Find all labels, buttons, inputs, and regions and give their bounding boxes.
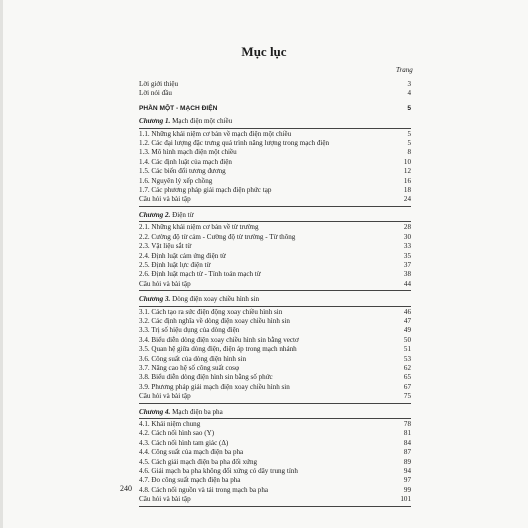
toc-entry-page: 97 <box>403 476 411 485</box>
toc-chapter-heading <box>139 117 411 126</box>
toc-entry-label <box>139 295 259 304</box>
toc-entry-page: 99 <box>403 485 411 494</box>
toc-entry-label: 2.1. Những khái niệm cơ bản về từ trường <box>139 223 259 232</box>
toc-entry-label: 2.5. Định luật lực điện từ <box>139 260 211 269</box>
toc-entry <box>139 448 411 457</box>
toc-entry-label: 3.4. Biểu diễn dòng điện xoay chiều hình sin bằng vectơ <box>139 335 299 344</box>
toc-entry-label: 4.3. Cách nối hình tam giác (Δ) <box>139 438 229 447</box>
toc-entry-label: 1.6. Nguyên lý xếp chồng <box>139 176 213 185</box>
toc-entry <box>139 252 411 261</box>
toc-entry-page: 51 <box>403 345 411 354</box>
toc-chapter-heading <box>139 408 411 417</box>
toc-entry-page: 18 <box>403 186 411 195</box>
toc-entry-page: 89 <box>403 457 411 466</box>
toc-entry-label: 3.6. Công suất của dòng điện hình sin <box>139 354 246 363</box>
toc-entry <box>139 383 411 392</box>
divider-rule <box>139 128 411 129</box>
toc-body <box>139 80 411 507</box>
toc-entry-label: PHẦN MỘT - MẠCH ĐIỆN <box>139 104 218 112</box>
toc-entry <box>139 317 411 326</box>
toc-entry-label: 1.3. Mô hình mạch điện một chiều <box>139 148 237 157</box>
toc-entry-page: 37 <box>403 260 411 269</box>
toc-entry-label: 4.2. Cách nối hình sao (Y) <box>139 429 215 438</box>
toc-entry-page: 65 <box>403 373 411 382</box>
toc-entry <box>139 158 411 167</box>
toc-entry-page: 5 <box>407 104 411 112</box>
chapter-title: Điện từ <box>172 210 194 219</box>
toc-entry-page: 53 <box>403 354 411 363</box>
toc-entry-label: Câu hỏi và bài tập <box>139 392 191 401</box>
toc-entry-label: 2.3. Vật liệu sắt từ <box>139 242 192 251</box>
table-of-contents <box>139 76 411 508</box>
page-edge-shadow <box>0 0 3 528</box>
toc-entry-label: 4.7. Đo công suất mạch điện ba pha <box>139 476 241 485</box>
toc-entry-label: 3.2. Các định nghĩa về dòng điện xoay chiều hình sin <box>139 316 290 325</box>
toc-front-entry <box>139 80 411 89</box>
toc-entry-label: 4.8. Cách nối nguồn và tải trong mạch ba pha <box>139 485 269 494</box>
toc-entry-page: 5 <box>407 129 411 138</box>
toc-entry-label: 3.3. Trị số hiệu dụng của dòng điện <box>139 326 240 335</box>
divider-rule <box>139 306 411 307</box>
toc-entry <box>139 261 411 270</box>
chapter-number: Chương 3. <box>139 295 171 304</box>
toc-entry <box>139 336 411 345</box>
toc-entry-label: 1.7. Các phương pháp giải mạch điện phức tạp <box>139 186 272 195</box>
toc-entry <box>139 458 411 467</box>
toc-entry-label: 3.7. Nâng cao hệ số công suất cosφ <box>139 363 240 372</box>
divider-rule <box>139 403 411 404</box>
page-title: Mục lục <box>241 44 287 59</box>
toc-entry-page: 78 <box>403 420 411 428</box>
toc-entry <box>139 308 411 317</box>
divider-rule <box>139 506 411 507</box>
toc-entry-label: 3.5. Quan hệ giữa dòng điện, điện áp trong mạch nhánh <box>139 345 297 354</box>
toc-entry-page: 3 <box>407 80 411 88</box>
toc-entry-label: 4.1. Khái niệm chung <box>139 420 201 428</box>
toc-entry-page: 16 <box>403 176 411 185</box>
toc-entry-page: 75 <box>403 392 411 401</box>
toc-entry-page: 8 <box>407 148 411 157</box>
toc-entry-label <box>139 211 194 220</box>
toc-entry-label: 4.6. Giải mạch ba pha không đối xứng có dây trung tính <box>139 467 298 476</box>
toc-entry <box>139 233 411 242</box>
toc-entry-page: 12 <box>403 167 411 176</box>
toc-entry-label: Lời nói đầu <box>139 89 172 98</box>
toc-entry-page: 33 <box>403 242 411 251</box>
toc-entry <box>139 326 411 335</box>
toc-entry <box>139 242 411 251</box>
toc-entry <box>139 476 411 485</box>
toc-entry-label: 2.6. Định luật mạch từ - Tính toán mạch từ <box>139 270 261 279</box>
toc-entry <box>139 270 411 279</box>
toc-entry-page: 44 <box>403 279 411 288</box>
toc-entry <box>139 130 411 139</box>
toc-entry <box>139 345 411 354</box>
toc-front-entry <box>139 89 411 98</box>
toc-entry-label: Lời giới thiệu <box>139 80 179 88</box>
toc-entry-page: 101 <box>400 495 411 504</box>
toc-entry-label: 2.4. Định luật cảm ứng điện từ <box>139 251 226 260</box>
toc-entry-page: 87 <box>403 448 411 457</box>
toc-entry <box>139 467 411 476</box>
toc-entry <box>139 223 411 232</box>
toc-entry-page: 28 <box>403 223 411 232</box>
divider-rule <box>139 206 411 207</box>
toc-entry-label: 3.1. Cách tạo ra sức điện động xoay chiều hình sin <box>139 307 283 316</box>
toc-entry-label: 3.9. Phương pháp giải mạch điện xoay chiều hình sin <box>139 382 290 391</box>
toc-entry <box>139 186 411 195</box>
toc-entry-label: Câu hỏi và bài tập <box>139 495 191 504</box>
toc-entry-page: 46 <box>403 307 411 316</box>
toc-entry-page: 38 <box>403 270 411 279</box>
toc-entry-page: 62 <box>403 363 411 372</box>
toc-entry-label: Câu hỏi và bài tập <box>139 195 191 204</box>
page-column-label: Trang <box>396 66 413 74</box>
toc-entry-page: 49 <box>403 326 411 335</box>
toc-entry <box>139 420 411 429</box>
divider-rule <box>139 418 411 419</box>
toc-entry-page: 35 <box>403 251 411 260</box>
toc-entry-page: 5 <box>407 139 411 148</box>
toc-entry-label: 1.1. Những khái niệm cơ bản về mạch điện một chiều <box>139 129 292 138</box>
toc-entry <box>139 486 411 495</box>
toc-entry-label: 1.4. Các định luật của mạch điện <box>139 157 232 166</box>
toc-entry <box>139 177 411 186</box>
toc-entry-page: 10 <box>403 157 411 166</box>
toc-entry <box>139 373 411 382</box>
toc-entry-label: 4.5. Cách giải mạch điện ba pha đối xứng <box>139 457 258 466</box>
page-number: 240 <box>120 484 132 493</box>
toc-entry <box>139 148 411 157</box>
toc-entry <box>139 364 411 373</box>
toc-entry-label <box>139 117 232 126</box>
toc-entry-label: 3.8. Biểu diễn dòng điện hình sin bằng số phức <box>139 373 273 382</box>
toc-entry <box>139 392 411 401</box>
toc-chapter-heading <box>139 211 411 220</box>
toc-entry-label <box>139 408 223 417</box>
toc-entry <box>139 355 411 364</box>
toc-entry-page: 67 <box>403 382 411 391</box>
toc-chapter-heading <box>139 295 411 304</box>
toc-entry-page: 94 <box>403 467 411 476</box>
toc-entry-label: 1.2. Các đại lượng đặc trưng quá trình năng lượng trong mạch điện <box>139 139 330 148</box>
chapter-number: Chương 1. <box>139 117 171 126</box>
toc-entry-page: 81 <box>403 429 411 438</box>
toc-entry <box>139 167 411 176</box>
toc-entry-page: 4 <box>407 89 411 98</box>
toc-entry-label: 4.4. Công suất của mạch điện ba pha <box>139 448 244 457</box>
toc-entry-label: Câu hỏi và bài tập <box>139 279 191 288</box>
toc-entry <box>139 280 411 289</box>
toc-entry-page: 30 <box>403 232 411 241</box>
chapter-title: Dòng điện xoay chiều hình sin <box>172 295 259 304</box>
toc-entry <box>139 439 411 448</box>
toc-entry-label: 1.5. Các biến đổi tương đương <box>139 167 226 176</box>
toc-entry-page: 24 <box>403 195 411 204</box>
chapter-title: Mạch điện ba pha <box>172 407 223 416</box>
chapter-number: Chương 2. <box>139 210 171 219</box>
divider-rule <box>139 290 411 291</box>
toc-entry <box>139 139 411 148</box>
toc-part-heading <box>139 104 411 113</box>
toc-entry-page: 47 <box>403 316 411 325</box>
toc-entry-page: 50 <box>403 335 411 344</box>
toc-entry <box>139 195 411 204</box>
toc-entry <box>139 495 411 504</box>
toc-entry <box>139 429 411 438</box>
divider-rule <box>139 221 411 222</box>
chapter-number: Chương 4. <box>139 407 171 416</box>
toc-entry-page: 84 <box>403 438 411 447</box>
toc-entry-label: 2.2. Cường độ từ cảm - Cường độ từ trường - Từ thông <box>139 232 296 241</box>
chapter-title: Mạch điện một chiều <box>172 117 233 126</box>
